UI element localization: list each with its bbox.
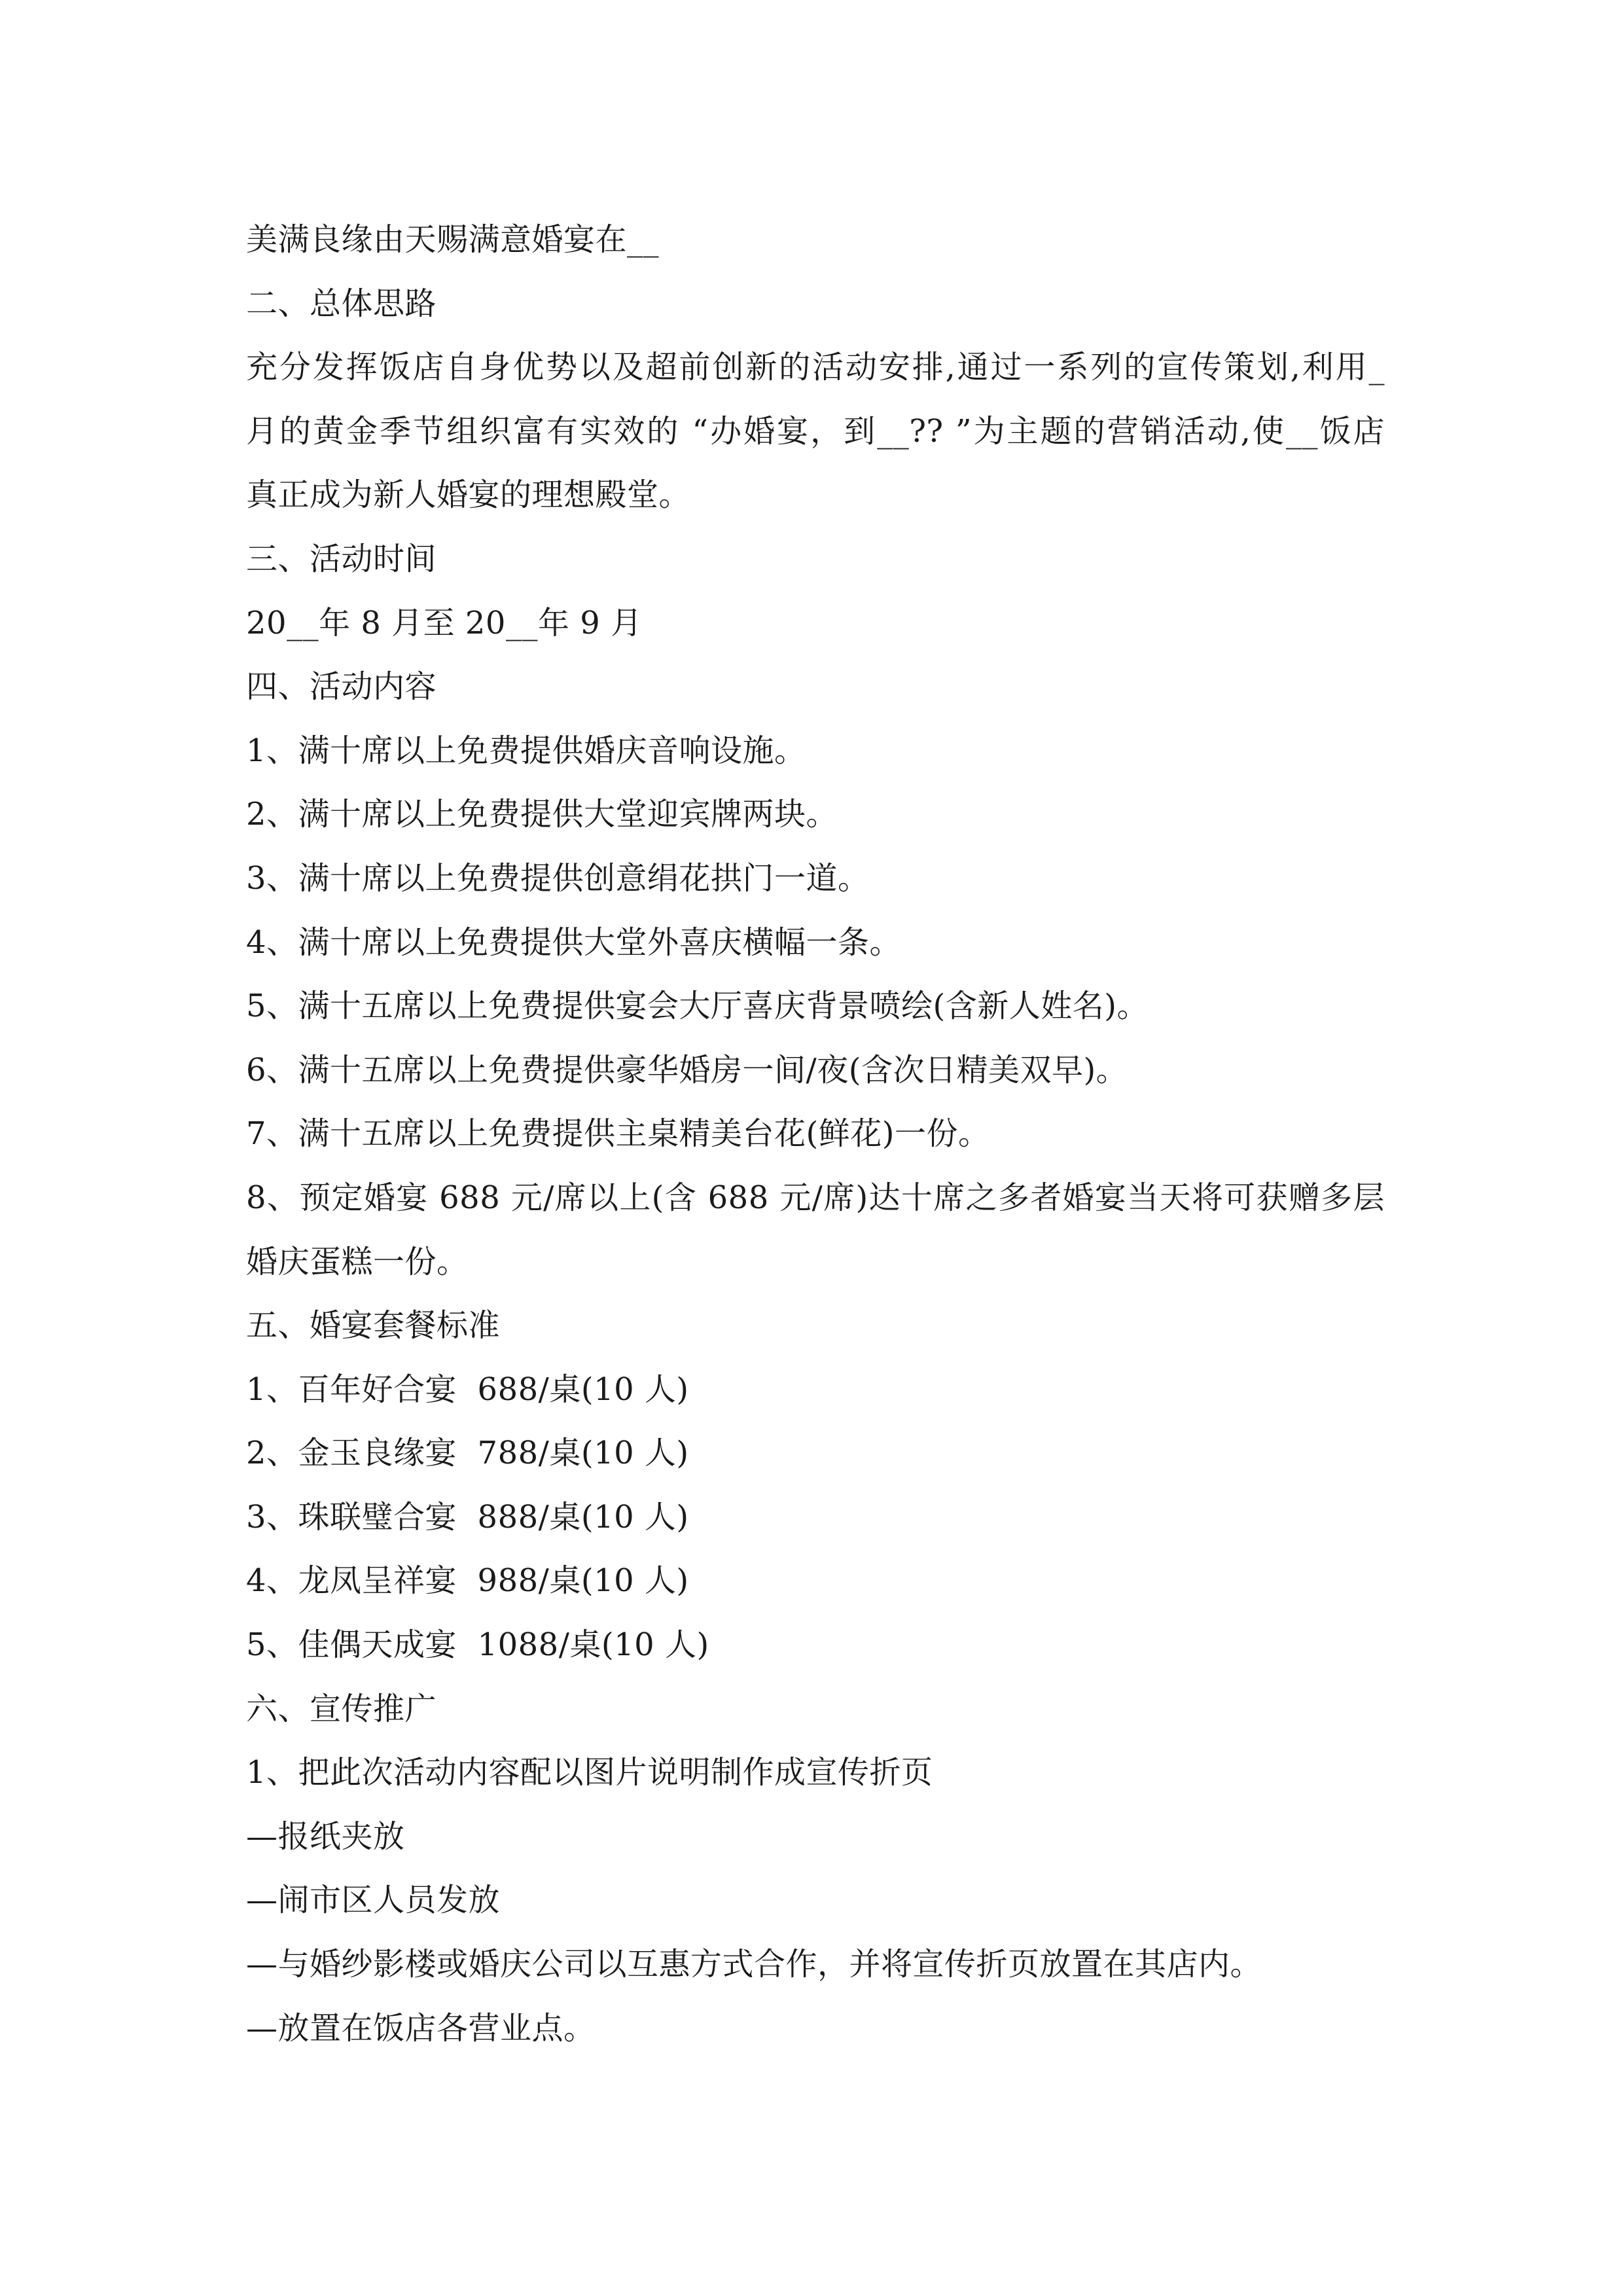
section-heading: 四、活动内容 xyxy=(246,668,437,706)
text-line: 婚庆蛋糕一份。 xyxy=(246,1243,469,1280)
list-item: 7、满十五席以上免费提供主桌精美台花(鲜花)一份。 xyxy=(246,1115,990,1153)
list-item: 2、金玉良缘宴 788/桌(10 人) xyxy=(246,1435,689,1472)
list-item: 8、预定婚宴 688 元/席以上(含 688 元/席)达十席之多者婚宴当天将可获赠多层 xyxy=(246,1179,1385,1216)
list-item: 4、满十席以上免费提供大堂外喜庆横幅一条。 xyxy=(246,924,902,961)
section-heading: 五、婚宴套餐标准 xyxy=(246,1307,501,1344)
list-item: —放置在饭店各营业点。 xyxy=(246,2009,596,2047)
list-item: 1、满十席以上免费提供婚庆音响设施。 xyxy=(246,732,806,769)
list-item: 5、满十五席以上免费提供宴会大厅喜庆背景喷绘(含新人姓名)。 xyxy=(246,988,1149,1025)
text-line: 充分发挥饭店自身优势以及超前创新的活动安排,通过一系列的宣传策划,利用_ xyxy=(246,349,1385,386)
section-heading: 六、宣传推广 xyxy=(246,1690,437,1727)
list-item: 1、把此次活动内容配以图片说明制作成宣传折页 xyxy=(246,1754,933,1791)
list-item: —闹市区人员发放 xyxy=(246,1882,501,1919)
list-item: —报纸夹放 xyxy=(246,1818,405,1855)
document-body xyxy=(246,208,1385,2060)
list-item: 1、百年好合宴 688/桌(10 人) xyxy=(246,1371,689,1408)
text-line: 美满良缘由天赐满意婚宴在__ xyxy=(246,221,660,258)
list-item: 3、珠联璧合宴 888/桌(10 人) xyxy=(246,1498,689,1535)
list-item: 3、满十席以上免费提供创意绢花拱门一道。 xyxy=(246,859,870,897)
text-line: 20__年 8 月至 20__年 9 月 xyxy=(246,604,643,641)
section-heading: 二、总体思路 xyxy=(246,285,437,322)
list-item: 4、龙凤呈祥宴 988/桌(10 人) xyxy=(246,1562,689,1600)
section-heading: 三、活动时间 xyxy=(246,540,437,577)
list-item: 6、满十五席以上免费提供豪华婚房一间/夜(含次日精美双早)。 xyxy=(246,1051,1128,1088)
text-line: 真正成为新人婚宴的理想殿堂。 xyxy=(246,476,691,514)
list-item: —与婚纱影楼或婚庆公司以互惠方式合作，并将宣传折页放置在其店内。 xyxy=(246,1946,1262,1983)
text-line: 月的黄金季节组织富有实效的 “办婚宴，到__?? ”为主题的营销活动,使__饭店 xyxy=(246,412,1385,450)
list-item: 5、佳偶天成宴 1088/桌(10 人) xyxy=(246,1626,709,1664)
list-item: 2、满十席以上免费提供大堂迎宾牌两块。 xyxy=(246,796,838,833)
